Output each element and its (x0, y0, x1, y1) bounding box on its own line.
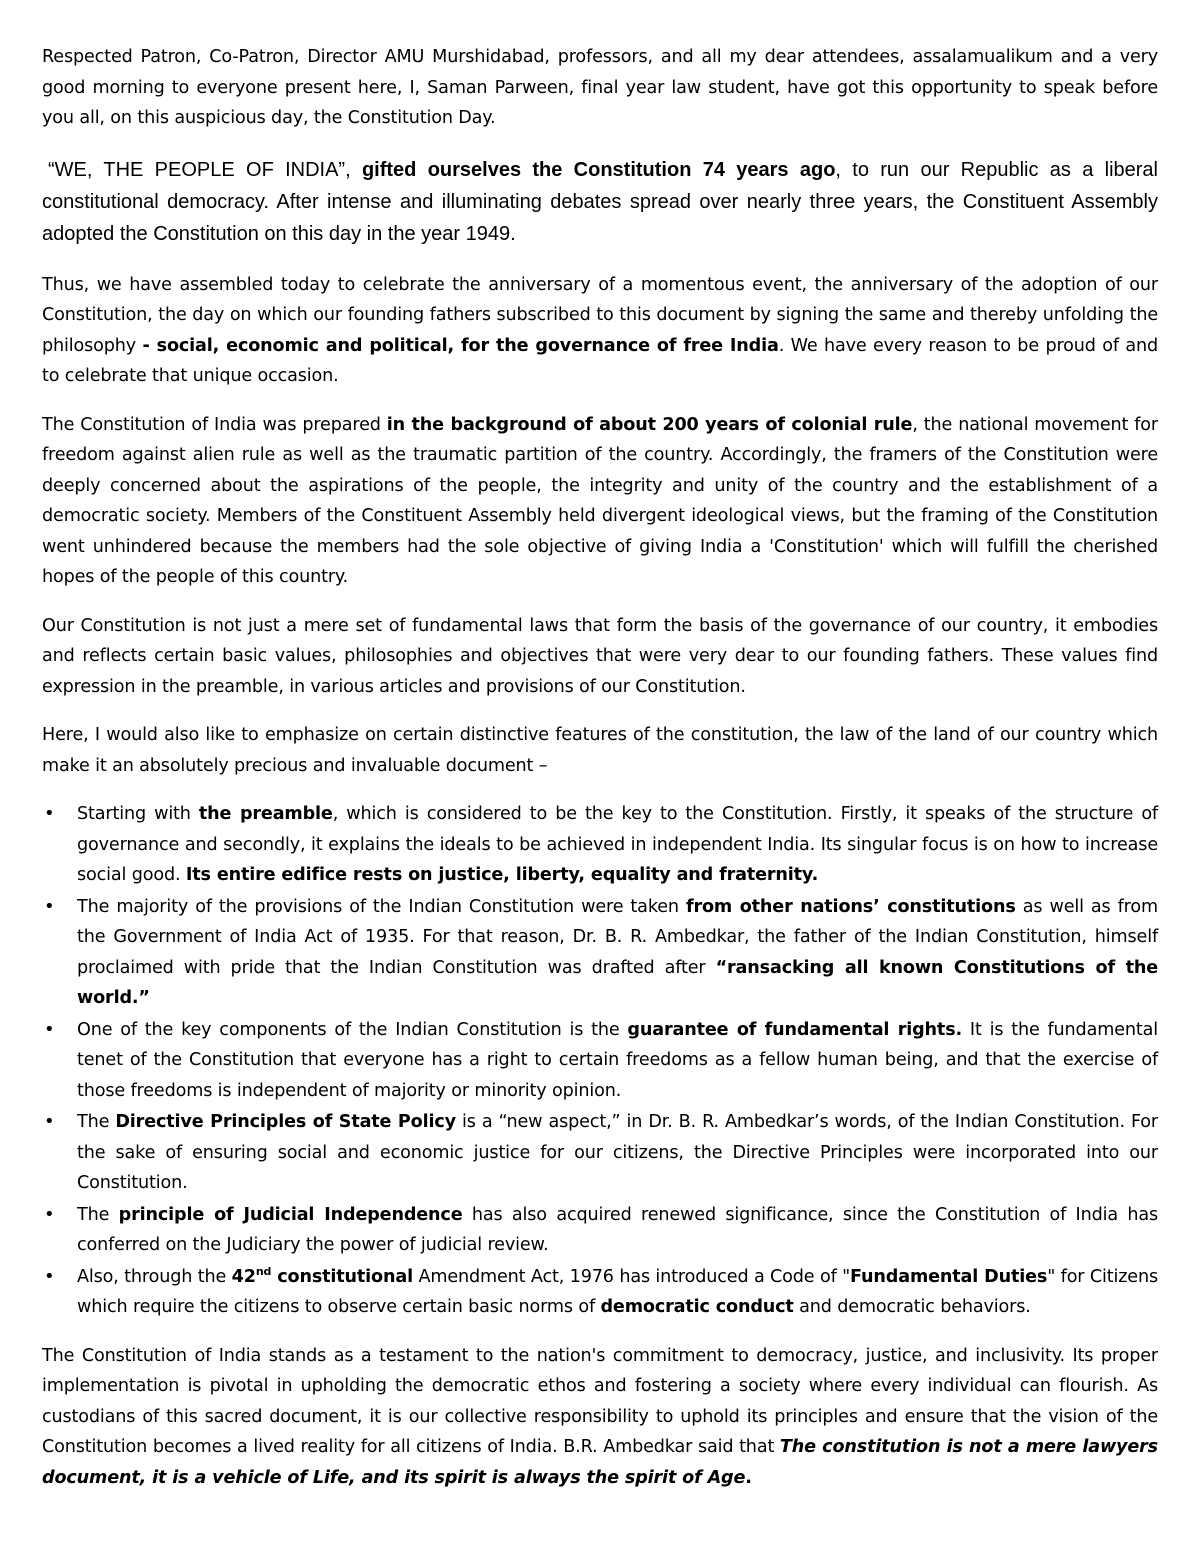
anniversary-before: Thus, we have assembled today to celebrate the anniversary of a momentous event, the anniversary of the adoption of our Constitution, the day on which our founding fathers subscribed to this document by signing the same and thereby unfolding the philosophy (42, 274, 1158, 356)
ordinal-suffix: nd (255, 1264, 272, 1278)
item-text: Starting with (77, 804, 199, 824)
list-item (44, 1200, 1158, 1261)
features-intro-text: Here, I would also like to emphasize on certain distinctive features of the constitution, the law of the land of our country which make it an absolutely precious and invaluable document – (42, 725, 1158, 776)
anniversary-after: . We have every reason to be proud of and to celebrate that unique occasion. (42, 335, 1159, 386)
item-bold: the preamble (198, 804, 333, 824)
item-text: Amendment Act, 1976 has introduced a Code of " (412, 1266, 851, 1287)
item-text: One of the key components of the Indian Constitution is the (77, 1019, 628, 1040)
features-list (42, 799, 1158, 1323)
background-after: , the national movement for freedom against alien rule as well as the traumatic partition of the country. Accordingly, the framers of the Constitution were deeply concerned about the aspirations of the people, the integrity and unity of the country and the establishment of a democratic society. Members of the Constituent Assembly held divergent ideological views, but the framing of the Constitution went unhindered because the members had the sole objective of giving India a 'Constitution' which will fulfill the cherished hopes of the people of this country. (42, 414, 1158, 587)
values-text: Our Constitution is not just a mere set of fundamental laws that form the basis of the governance of our country, it embodies and reflects certain basic values, philosophies and objectives that were very dear to our founding fathers. These values find expression in the preamble, in various articles and provisions of our Constitution. (42, 615, 1158, 697)
preamble-paragraph (42, 154, 1158, 250)
preamble-lead: “WE, THE PEOPLE OF INDIA”, (48, 158, 362, 181)
item-bold: democratic conduct (600, 1297, 794, 1317)
preamble-bold: gifted ourselves the Constitution 74 years ago (361, 158, 836, 181)
preamble-rest: , to run our Republic as a liberal constitutional democracy. After intense and illuminating debates spread over nearly three years, the Constituent Assembly adopted the Constitution on this day in the year 1949. (42, 158, 1158, 245)
ambedkar-quote: The constitution is not a mere lawyers document, it is a vehicle of Life, and its spirit is always the spirit of Age (42, 1437, 1158, 1488)
item-text: , which is considered to be the key to the Constitution. Firstly, it speaks of the structure of governance and secondly, it explains the ideals to be achieved in independent India. Its singular focus is on how to increase social good. (77, 804, 1158, 885)
intro-paragraph (42, 42, 1158, 134)
list-item (44, 799, 1158, 891)
item-text: as well as from the Government of India Act of 1935. For that reason, Dr. B. R. Ambedkar, the father of the Indian Constitution, himself proclaimed with pride that the Indian Constitution was drafted after (77, 896, 1158, 978)
item-bold: principle of Judicial Independence (118, 1204, 463, 1225)
item-text: " for Citizens which require the citizens to observe certain basic norms of (77, 1266, 1158, 1317)
background-bold: in the background of about 200 years of colonial rule (386, 414, 913, 435)
amendment-number: 42 (231, 1266, 256, 1287)
features-intro-paragraph (42, 720, 1158, 781)
closing-after: . (745, 1467, 752, 1488)
bullet-icon: • (44, 1203, 55, 1225)
item-bold (231, 1264, 413, 1287)
closing-paragraph (42, 1341, 1158, 1494)
bullet-icon: • (44, 1018, 55, 1040)
item-text: is a “new aspect,” in Dr. B. R. Ambedkar’s words, of the Indian Constitution. For the sake of ensuring social and economic justice for our citizens, the Directive Principles were incorporated into our Constitution. (77, 1112, 1158, 1193)
item-bold: from other nations’ constitutions (685, 896, 1016, 917)
list-item (44, 892, 1158, 1014)
bullet-icon: • (44, 803, 55, 824)
item-text: The (77, 1204, 119, 1225)
background-before: The Constitution of India was prepared (42, 414, 387, 435)
item-text: has also acquired renewed significance, since the Constitution of India has conferred on the Judiciary the power of judicial review. (77, 1204, 1158, 1255)
anniversary-bold: - social, economic and political, for the governance of free India (142, 335, 779, 356)
item-text: The majority of the provisions of the Indian Constitution were taken (77, 896, 686, 917)
item-text: and democratic behaviors. (793, 1297, 1031, 1317)
item-bold: Directive Principles of State Policy (115, 1112, 456, 1132)
background-paragraph (42, 410, 1158, 593)
list-item (44, 1015, 1158, 1107)
anniversary-paragraph (42, 270, 1158, 392)
values-paragraph (42, 611, 1158, 703)
item-text: The (77, 1112, 116, 1132)
item-bold: guarantee of fundamental rights. (627, 1019, 963, 1040)
item-bold-text: constitutional (271, 1266, 413, 1287)
closing-before: The Constitution of India stands as a testament to the nation's commitment to democracy, justice, and inclusivity. Its proper implementation is pivotal in upholding the democratic ethos and fostering a society where every individual can flourish. As custodians of this sacred document, it is our collective responsibility to uphold its principles and ensure that the vision of the Constitution becomes a lived reality for all citizens of India. B.R. Ambedkar said that (42, 1345, 1158, 1457)
item-text: It is the fundamental tenet of the Constitution that everyone has a right to certain freedoms as a fellow human being, and that the exercise of those freedoms is independent of majority or minority opinion. (77, 1019, 1158, 1101)
bullet-icon: • (44, 1111, 55, 1132)
item-bold: Fundamental Duties (850, 1266, 1048, 1287)
intro-text: Respected Patron, Co-Patron, Director AMU Murshidabad, professors, and all my dear attendees, assalamualikum and a very good morning to everyone present here, I, Saman Parween, final year law student, have got this opportunity to speak before you all, on this auspicious day, the Constitution Day. (42, 47, 1158, 128)
item-text: . (811, 865, 819, 885)
list-item (44, 1107, 1158, 1199)
list-item (44, 1262, 1158, 1323)
bullet-icon: • (44, 1265, 55, 1287)
bullet-icon: • (44, 895, 55, 917)
item-bold: Its entire edifice rests on justice, liberty, equality and fraternity (185, 865, 812, 885)
item-bold: “ransacking all known Constitutions of the world.” (77, 957, 1158, 1008)
item-text: Also, through the (77, 1266, 232, 1287)
